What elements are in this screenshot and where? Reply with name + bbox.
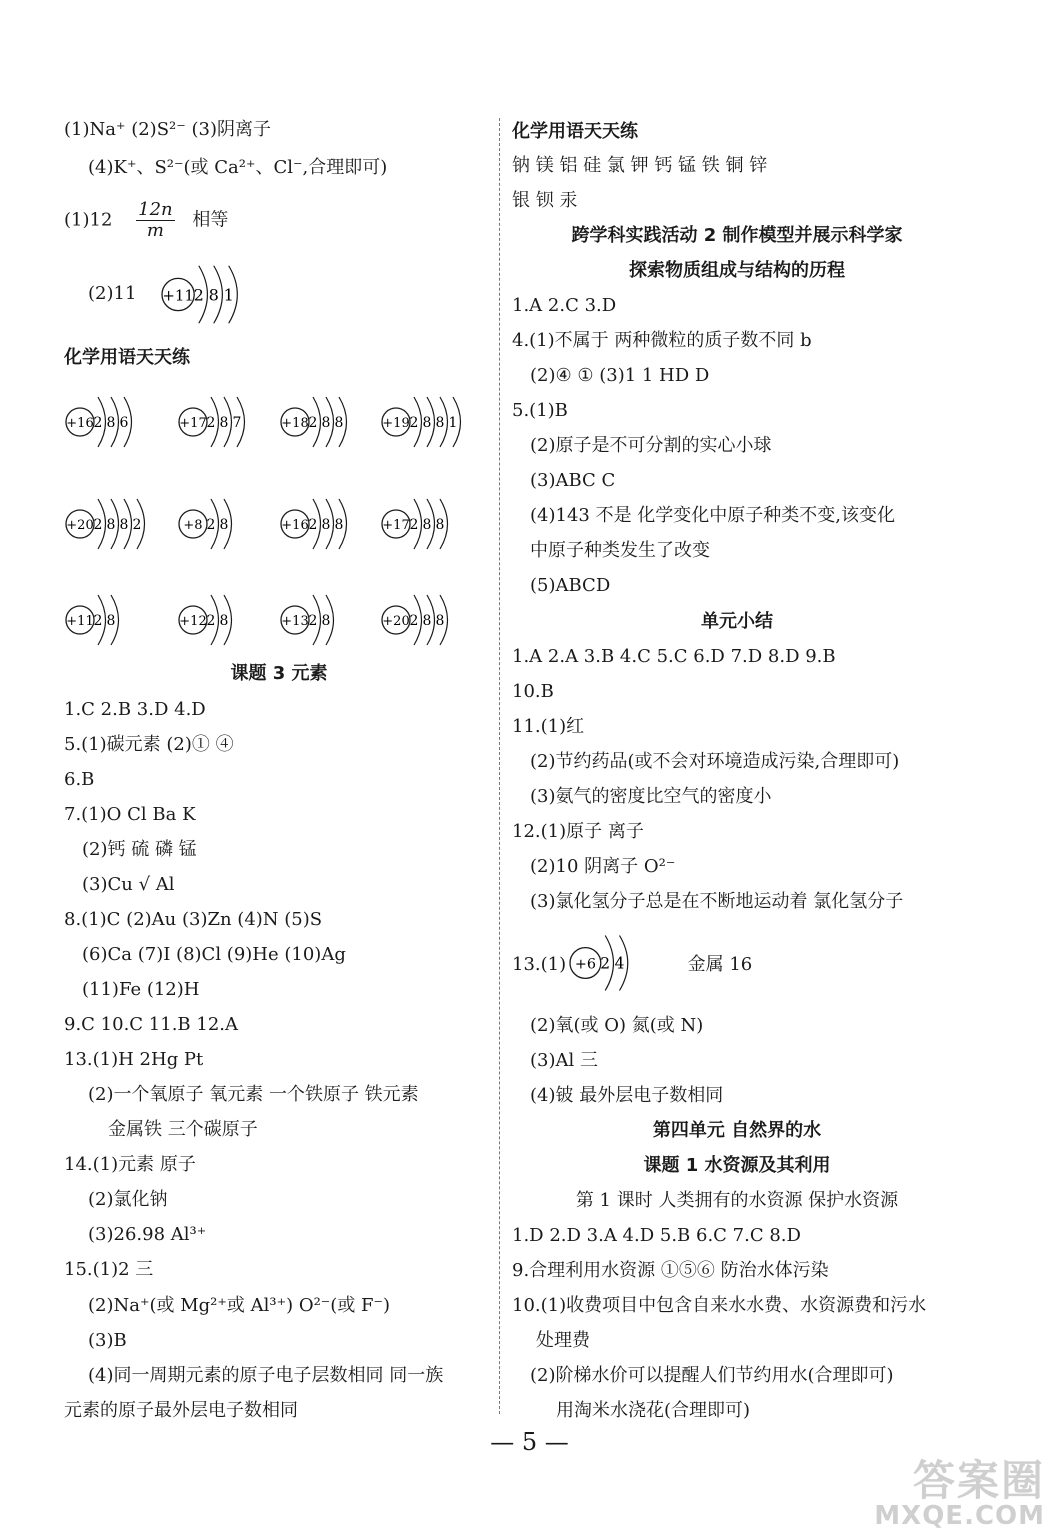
electron-count: 4: [614, 954, 625, 973]
answers-1-4: 1.C 2.B 3.D 4.D: [64, 699, 206, 720]
electron-count: 8: [334, 517, 344, 533]
water-answer-10-line3: (2)阶梯水价可以提醒人们节约用水(合理即可): [530, 1365, 894, 1386]
nucleus-charge: +11: [66, 614, 94, 629]
atom-svg: [177, 392, 257, 452]
answer-15a-line1: (1)Na⁺ (2)S²⁻ (3)阴离子: [64, 119, 271, 140]
electron-count: 8: [119, 517, 129, 533]
summary-answer-12-line1: 12.(1)原子 离子: [512, 821, 644, 842]
summary-answer-12-line2: (2)10 阴离子 O²⁻: [530, 856, 676, 877]
activity-title-line1: 跨学科实践活动 2 制作模型并展示科学家: [571, 225, 903, 246]
nucleus-charge: +12: [179, 614, 207, 629]
answer-16-line2: (2)11: [88, 283, 137, 304]
answer-16-part1: (1)12: [64, 209, 113, 231]
answer-13-line3: 金属铁 三个碳原子: [108, 1119, 258, 1140]
answer-15b-line3: (3)B: [88, 1330, 127, 1351]
atom-diagram: [64, 590, 131, 655]
electron-count: 8: [321, 613, 331, 629]
electron-count: 8: [106, 415, 116, 431]
electron-count: 8: [321, 517, 331, 533]
electron-count: 2: [409, 517, 419, 533]
nucleus-charge: +17: [179, 416, 207, 431]
atom-diagram: [64, 494, 157, 559]
electron-count: 8: [435, 613, 445, 629]
atom-svg: [279, 590, 346, 650]
activity-answer-4-line2: (2)④ ① (3)1 1 HD D: [530, 365, 710, 386]
atom-svg: [568, 930, 642, 996]
summary-answer-11-line3: (3)氨气的密度比空气的密度小: [530, 786, 772, 807]
fraction-numerator: 12n: [138, 199, 173, 220]
electron-count: 2: [600, 954, 611, 973]
answer-13-line1: 13.(1)H 2Hg Pt: [64, 1049, 204, 1070]
electron-count: 2: [206, 517, 216, 533]
nucleus-charge: +16: [66, 416, 94, 431]
summary-answer-13-prefix: 13.(1): [512, 954, 567, 975]
atom-diagram: [64, 392, 144, 457]
activity-answer-5-line2: (2)原子是不可分割的实心小球: [530, 435, 772, 456]
electron-count: 8: [334, 415, 344, 431]
electron-count: 2: [409, 415, 419, 431]
answer-15b-line4: (4)同一周期元素的原子电子层数相同 同一族: [88, 1365, 444, 1386]
water-answer-10-line2: 处理费: [536, 1330, 590, 1351]
water-answer-10-line4: 用淘米水浇花(合理即可): [556, 1400, 751, 1421]
answer-15a-line2: (4)K⁺、S²⁻(或 Ca²⁺、Cl⁻,合理即可): [88, 157, 388, 178]
electron-count: 8: [321, 415, 331, 431]
nucleus-charge: +11: [162, 286, 194, 305]
answer-8-line2: (6)Ca (7)I (8)Cl (9)He (10)Ag: [82, 944, 346, 965]
unit-summary-title: 单元小结: [701, 611, 773, 632]
activity-answer-5-line3: (3)ABC C: [530, 470, 616, 491]
atom-diagram: [380, 392, 473, 457]
activity-answer-5-line4: (4)143 不是 化学变化中原子种类不变,该变化: [530, 505, 896, 526]
atom-svg: [64, 392, 144, 452]
atom-svg: [380, 590, 460, 650]
lesson1-title: 第 1 课时 人类拥有的水资源 保护水资源: [575, 1190, 899, 1211]
electron-count: 2: [93, 415, 103, 431]
water-answer-9: 9.合理利用水资源 ①⑤⑥ 防治水体污染: [512, 1260, 829, 1281]
electron-count: 2: [193, 285, 204, 305]
electron-count: 2: [308, 415, 318, 431]
activity-title-line2: 探索物质组成与结构的历程: [629, 260, 845, 281]
atom-diagram: [177, 494, 244, 559]
atom-svg: [380, 494, 460, 554]
atom-diagram: [380, 494, 460, 559]
answer-8-line1: 8.(1)C (2)Au (3)Zn (4)N (5)S: [64, 909, 323, 930]
nucleus-charge: +17: [382, 518, 410, 533]
activity-answer-5-line1: 5.(1)B: [512, 400, 568, 421]
electron-count: 2: [308, 613, 318, 629]
heading-chem-practice-right: 化学用语天天练: [512, 121, 638, 142]
atom-svg: [64, 590, 131, 650]
electron-count: 8: [106, 517, 116, 533]
summary-answer-13-line4: (4)铍 最外层电子数相同: [530, 1085, 724, 1106]
topic1-title: 课题 1 水资源及其利用: [643, 1155, 831, 1176]
electron-count: 8: [219, 613, 229, 629]
atom-svg: [380, 392, 473, 452]
summary-answer-10: 10.B: [512, 681, 554, 702]
summary-answer-13-line2: (2)氧(或 O) 氮(或 N): [530, 1015, 704, 1036]
summary-answer-11-line2: (2)节约药品(或不会对环境造成污染,合理即可): [530, 751, 900, 772]
column-divider: [499, 118, 500, 1414]
atom-svg: [177, 494, 244, 554]
nucleus-charge: +8: [183, 518, 203, 533]
answer-14-line2: (2)氯化钠: [88, 1189, 168, 1210]
atom-diagram-q16: [160, 260, 252, 334]
electron-count: 1: [448, 415, 458, 431]
electron-count: 8: [422, 613, 432, 629]
answer-8-line3: (11)Fe (12)H: [82, 979, 200, 1000]
electron-count: 8: [106, 613, 116, 629]
atom-svg: [279, 392, 359, 452]
answer-7-line2: (2)钙 硫 磷 锰: [82, 839, 197, 860]
element-names-line1: 钠 镁 铝 硅 氯 钾 钙 锰 铁 铜 锌: [512, 155, 768, 176]
heading-chem-practice-left: 化学用语天天练: [64, 347, 190, 368]
nucleus-charge: +19: [382, 416, 410, 431]
water-answers-1-8: 1.D 2.D 3.A 4.D 5.B 6.C 7.C 8.D: [512, 1225, 801, 1246]
atom-diagram: [380, 590, 460, 655]
answer-13-line2: (2)一个氧原子 氧元素 一个铁原子 铁元素: [88, 1084, 419, 1105]
answer-16-line1: [64, 200, 228, 241]
activity-answers-1-3: 1.A 2.C 3.D: [512, 295, 617, 316]
activity-answer-4-line1: 4.(1)不属于 两种微粒的质子数不同 b: [512, 330, 812, 351]
nucleus-charge: +18: [281, 416, 309, 431]
activity-answer-5-line6: (5)ABCD: [530, 575, 611, 596]
section-title-topic3: 课题 3 元素: [230, 663, 328, 684]
nucleus-charge: +13: [281, 614, 309, 629]
answer-15b-line1: 15.(1)2 三: [64, 1259, 154, 1280]
answer-15b-line5: 元素的原子最外层电子数相同: [64, 1400, 298, 1421]
electron-count: 2: [93, 613, 103, 629]
nucleus-charge: +6: [574, 956, 596, 973]
answer-15b-line2: (2)Na⁺(或 Mg²⁺或 Al³⁺) O²⁻(或 F⁻): [88, 1295, 391, 1316]
electron-count: 8: [219, 415, 229, 431]
watermark-line2: MXQE.COM: [874, 1500, 1045, 1531]
water-answer-10-line1: 10.(1)收费项目中包含自来水水费、水资源费和污水: [512, 1295, 927, 1316]
unit4-title: 第四单元 自然界的水: [652, 1120, 822, 1141]
electron-count: 2: [409, 613, 419, 629]
answer-5: 5.(1)碳元素 (2)① ④: [64, 734, 234, 755]
watermark-line1: 答案圈: [912, 1455, 1045, 1505]
watermark-logo: [874, 1455, 1045, 1531]
answer-14-line3: (3)26.98 Al³⁺: [88, 1224, 207, 1245]
summary-answer-11-line1: 11.(1)红: [512, 716, 585, 737]
summary-answers-1-9: 1.A 2.A 3.B 4.C 5.C 6.D 7.D 8.D 9.B: [512, 646, 836, 667]
answers-9-12: 9.C 10.C 11.B 12.A: [64, 1014, 238, 1035]
fraction-denominator: m: [146, 220, 164, 241]
atom-diagram: [279, 590, 346, 655]
answer-16-part1-post: 相等: [192, 209, 229, 231]
answer-7-line1: 7.(1)O Cl Ba K: [64, 804, 196, 825]
atom-svg: [160, 260, 252, 329]
electron-count: 7: [232, 415, 242, 431]
electron-count: 2: [308, 517, 318, 533]
atom-svg: [279, 494, 359, 554]
answer-6: 6.B: [64, 769, 95, 790]
electron-count: 2: [206, 415, 216, 431]
electron-count: 2: [132, 517, 142, 533]
answer-7-line3: (3)Cu √ Al: [82, 874, 175, 895]
summary-answer-12-line3: (3)氯化氢分子总是在不断地运动着 氯化氢分子: [530, 891, 904, 912]
activity-answer-5-line5: 中原子种类发生了改变: [530, 540, 710, 561]
electron-count: 8: [422, 415, 432, 431]
fraction: [136, 200, 175, 241]
element-names-line2: 银 钡 汞: [512, 190, 578, 211]
answer-14-line1: 14.(1)元素 原子: [64, 1154, 196, 1175]
electron-count: 8: [422, 517, 432, 533]
atom-svg: [177, 590, 244, 650]
electron-count: 8: [208, 285, 219, 305]
electron-count: 1: [223, 285, 234, 305]
electron-count: 8: [435, 415, 445, 431]
page-number: — 5 —: [490, 1428, 569, 1456]
electron-count: 6: [119, 415, 129, 431]
summary-answer-13-suffix: 金属 16: [687, 954, 753, 975]
nucleus-charge: +20: [382, 614, 410, 629]
electron-count: 8: [219, 517, 229, 533]
nucleus-charge: +16: [281, 518, 309, 533]
atom-diagram: [279, 494, 359, 559]
electron-count: 8: [435, 517, 445, 533]
atom-diagram: [177, 392, 257, 457]
nucleus-charge: +20: [66, 518, 94, 533]
atom-diagram: [177, 590, 244, 655]
electron-count: 2: [206, 613, 216, 629]
summary-answer-13-line3: (3)Al 三: [530, 1050, 598, 1071]
atom-svg: [64, 494, 157, 554]
electron-count: 2: [93, 517, 103, 533]
atom-diagram-q13: [568, 930, 642, 1001]
atom-diagram: [279, 392, 359, 457]
